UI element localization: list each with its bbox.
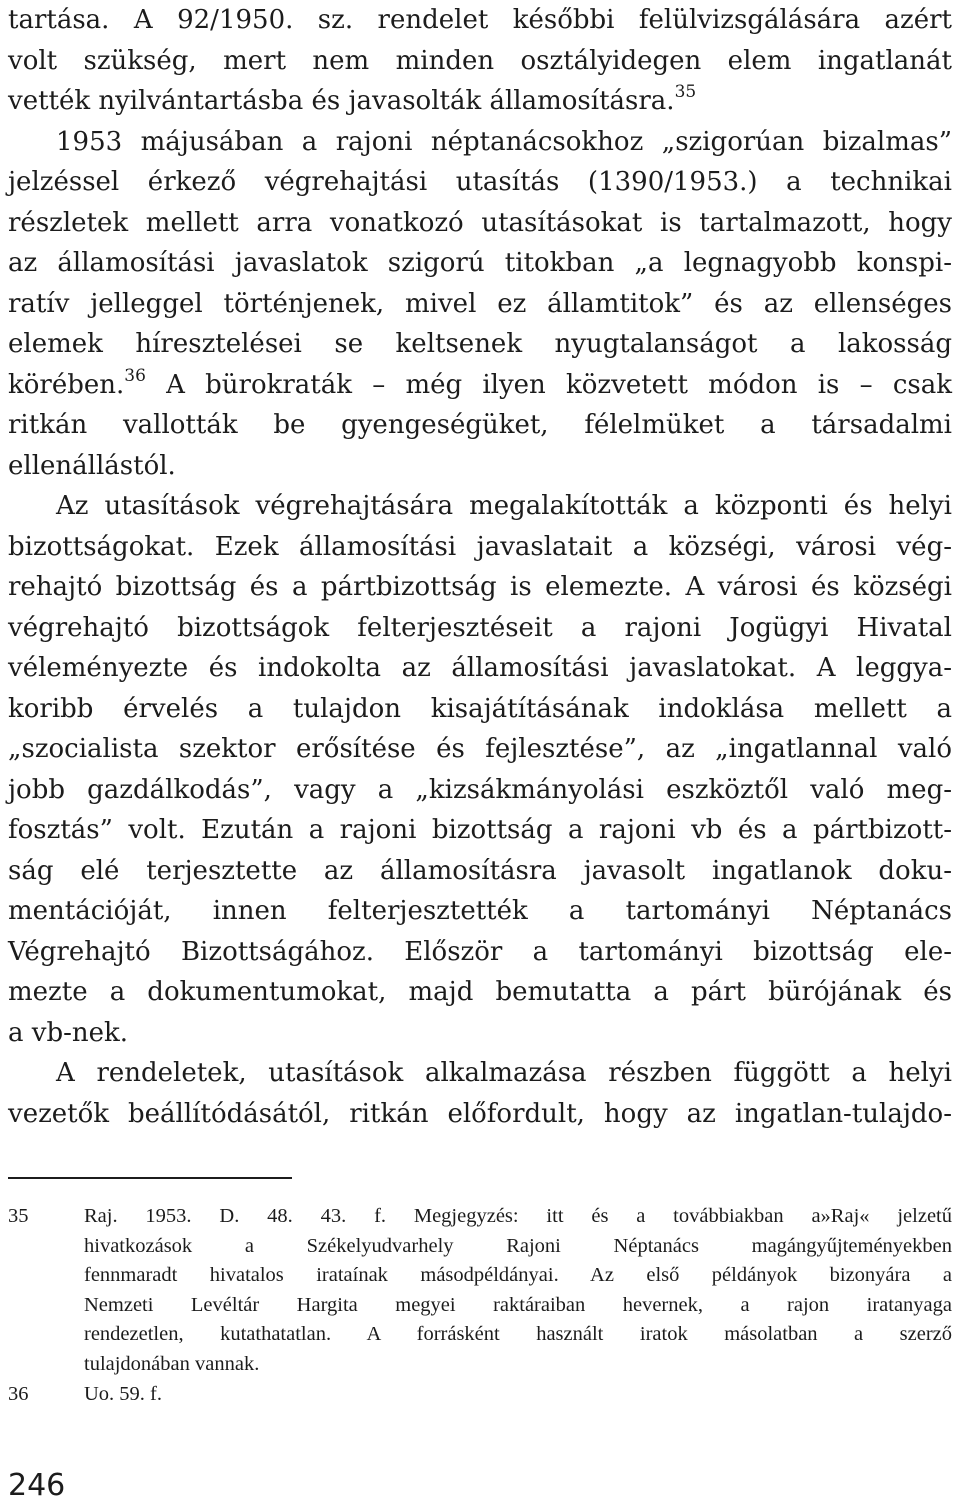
text-line [8,0,952,41]
text-line-content: ellenállástól. [8,450,176,481]
text-line [8,1094,952,1135]
text-line-content: ritkán vallották be gyengeségüket, félelmüket a társadalmi [8,410,952,440]
text-line [8,284,952,325]
page-number: 246 [8,1468,66,1503]
text-line-content: koribb érvelés a tulajdon kisajátításának indoklása mellett a [8,693,952,724]
footnote-text [84,1380,952,1410]
text-line-content: vették nyilvántartásba és javasolták államosításra. [8,86,675,116]
text-line [8,365,952,406]
text-line-content: fosztás” volt. Ezután a rajoni bizottság a rajoni vb és a pártbizott- [8,815,952,845]
text-line [8,41,952,82]
text-line [8,527,952,568]
text-line [8,1013,952,1054]
footnote-line: hivatkozások a Székelyudvarhely Rajoni Néptanács magángyűjteményekben [84,1234,952,1257]
text-line-content: elemek híresztelései se keltsenek nyugtalanságot a lakosság [8,329,952,359]
text-line-content: mezte a dokumentumokat, majd bemutatta a párt bürójának és [8,977,952,1007]
text-line [8,446,952,487]
footnote-line: fennmaradt hivatalos irataínak másodpéldányai. Az első példányok bizonyára a [84,1264,952,1287]
text-line [8,648,952,689]
text-line [8,324,952,365]
text-line-content: ratív jelleggel történjenek, mivel ez államtitok” és az ellenséges [8,288,952,319]
text-line [8,608,952,649]
text-line-content: vezetők beállítódásától, ritkán előfordult, hogy az ingatlan-tulajdo- [8,1098,952,1129]
text-line-content: Végrehajtó Bizottságához. Először a tartományi bizottság ele- [8,936,952,967]
text-line-content: jelzéssel érkező végrehajtási utasítás (1390/1953.) a technikai [8,167,952,197]
footnote-reference[interactable]: 36 [124,365,146,386]
footnote-number: 35 [8,1205,29,1227]
text-line-content: véleményezte és indokolta az államosítási javaslatokat. A leggya- [8,653,952,683]
text-line-content: volt szükség, mert nem minden osztályidegen elem ingatlanát [8,45,952,76]
text-line [8,122,952,163]
text-line [8,891,952,932]
text-line-content: részletek mellett arra vonatkozó utasításokat is tartalmazott, hogy [8,207,952,238]
footnote-line: Uo. 59. f. [84,1382,163,1405]
text-line [8,810,952,851]
text-line-continuation: A bürokraták – még ilyen közvetett módon is – csak [145,369,952,400]
footnote-number: 36 [8,1382,29,1405]
text-line-content: körében. [8,369,125,400]
text-line-content: ság elé terjesztette az államosításra javasolt ingatlanok doku- [8,855,952,886]
text-line-content: 1953 májusában a rajoni néptanácsokhoz „szigorúan bizalmas” [56,126,952,157]
footnote-item [8,1202,952,1380]
footnote-item [8,1380,952,1410]
footnote-line: Nemzeti Levéltár Hargita megyei raktáraiban hevernek, a rajon iratanyaga [84,1293,952,1316]
text-line [8,689,952,730]
text-line [8,1053,952,1094]
text-line-content: a vb-nek. [8,1017,129,1048]
text-line [8,851,952,892]
text-line [8,405,952,446]
text-line [8,162,952,203]
text-line-content: Az utasítások végrehajtására megalakították a központi és helyi [56,491,952,521]
footnote-separator [8,1177,292,1179]
footnote-line: tulajdonában vannak. [84,1352,260,1375]
text-line-content: tartása. A 92/1950. sz. rendelet későbbi felülvizsgálására azért [8,5,952,35]
footnote-line: rendezetlen, kutathatatlan. A forrásként használt iratok másolatban a szerző [84,1323,952,1346]
footnote-text [84,1202,952,1380]
body-text [8,0,952,1134]
text-line-content: végrehajtó bizottságok felterjesztéseit a rajoni Jogügyi Hivatal [8,612,952,643]
text-line-content: mentációját, innen felterjesztették a tartományi Néptanács [8,896,952,926]
text-line [8,972,952,1013]
text-line-content: „szocialista szektor erősítése és fejlesztése”, az „ingatlannal való [8,734,952,764]
text-line [8,81,952,122]
text-line-content: rehajtó bizottság és a pártbizottság is elemezte. A városi és községi [8,572,952,602]
text-line-content: az államosítási javaslatok szigorú titokban „a legnagyobb konspi- [8,248,952,278]
text-line [8,932,952,973]
text-line [8,203,952,244]
text-line [8,770,952,811]
text-line [8,567,952,608]
text-line-content: jobb gazdálkodás”, vagy a „kizsákmányolási eszköztől való meg- [8,774,952,805]
footnote-reference[interactable]: 35 [674,82,697,103]
footnotes [8,1202,952,1409]
document-page [8,0,952,1506]
text-line [8,486,952,527]
text-line [8,729,952,770]
text-line [8,243,952,284]
text-line-content: A rendeletek, utasítások alkalmazása részben függött a helyi [56,1058,952,1088]
footnote-line: Raj. 1953. D. 48. 43. f. Megjegyzés: itt és a továbbiakban a»Raj« jelzetű [84,1205,952,1227]
text-line-content: bizottságokat. Ezek államosítási javaslatait a községi, városi vég- [8,531,952,562]
